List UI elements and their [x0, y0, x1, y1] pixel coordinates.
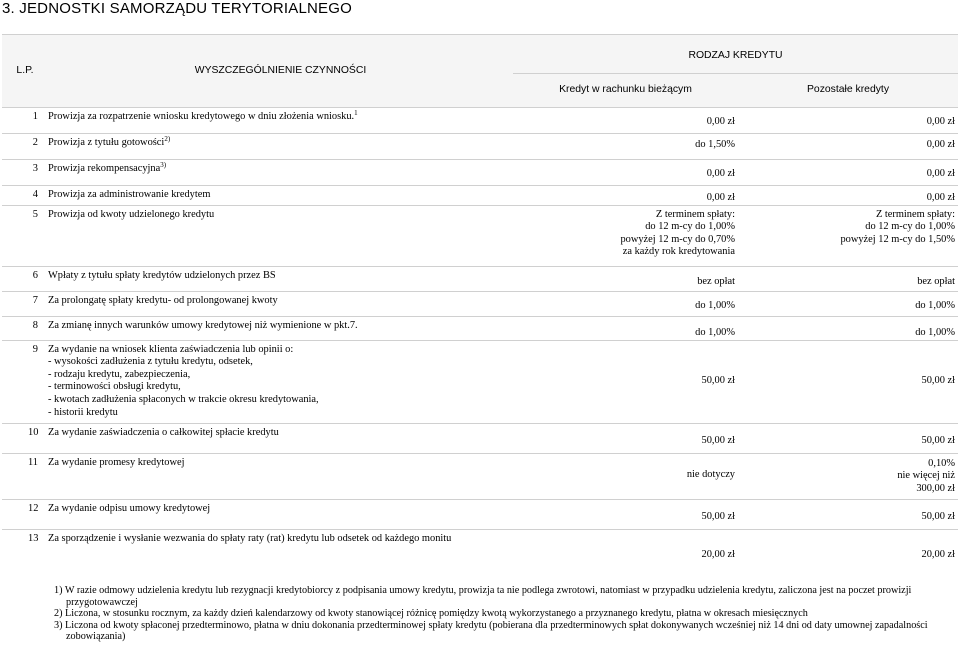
- row-description: [48, 340, 513, 423]
- value-line: powyżej 12 m-cy do 1,50%: [840, 233, 956, 245]
- row-number: 9: [2, 340, 48, 423]
- table-row: [2, 423, 958, 453]
- table-row: [2, 316, 958, 340]
- value-current-account: [513, 291, 738, 316]
- table-row: [2, 291, 958, 316]
- value-current-account: [513, 108, 738, 134]
- value-other-credits: [738, 499, 958, 529]
- row-description-text: Za wydanie na wniosek klienta zaświadczenia lub opinii o:: [48, 343, 294, 355]
- value-current-account: [513, 160, 738, 186]
- value-line: powyżej 12 m-cy do 0,70%: [620, 233, 735, 245]
- value-line: 0,00 zł: [926, 168, 956, 179]
- row-description-text: Za zmianę innych warunków umowy kredytowej niż wymienione w pkt.7.: [48, 319, 358, 331]
- table-row: [2, 266, 958, 291]
- value-current-account: [513, 266, 738, 291]
- value-other-credits: [738, 316, 958, 340]
- value-line: do 1,00%: [695, 326, 735, 338]
- value-line: 50,00 zł: [701, 510, 735, 522]
- value-line: do 12 m-cy do 1,00%: [645, 221, 735, 233]
- value-other-credits: [738, 453, 958, 499]
- fee-table: [2, 34, 958, 571]
- value-line: do 1,00%: [915, 326, 956, 338]
- value-line: 0,00 zł: [926, 192, 956, 203]
- value-line: 20,00 zł: [701, 548, 735, 560]
- value-current-account: [513, 340, 738, 423]
- row-number: 5: [2, 205, 48, 266]
- value-line: Z terminem spłaty:: [655, 208, 735, 220]
- row-description-text: Za sporządzenie i wysłanie wezwania do spłaty raty (rat) kredytu lub odsetek od każdego monitu: [48, 532, 452, 544]
- value-current-account: [513, 316, 738, 340]
- row-number: 4: [2, 186, 48, 206]
- value-line: 0,00 zł: [706, 168, 735, 179]
- row-description-text: Za prolongatę spłaty kredytu- od prolongowanej kwoty: [48, 294, 278, 306]
- value-line: 50,00 zł: [921, 374, 956, 386]
- header-description: WYSZCZEGÓLNIENIE CZYNNOŚCI: [48, 35, 513, 108]
- value-line: za każdy rok kredytowania: [622, 246, 735, 258]
- row-number: 1: [2, 108, 48, 134]
- section-title: 3. JEDNOSTKI SAMORZĄDU TERYTORIALNEGO: [2, 0, 352, 17]
- header-current-account: Kredyt w rachunku bieżącym: [513, 74, 738, 108]
- value-line: bez opłat: [697, 275, 735, 287]
- footnote-marker: 3): [160, 161, 167, 169]
- header-credit-kind: RODZAJ KREDYTU: [513, 35, 958, 74]
- value-current-account: [513, 529, 738, 571]
- row-description: [48, 316, 513, 340]
- row-description-text: Za wydanie odpisu umowy kredytowej: [48, 502, 211, 514]
- value-line: 50,00 zł: [921, 434, 956, 446]
- header-other-credits: Pozostałe kredyty: [738, 74, 958, 108]
- value-line: nie więcej niż: [897, 470, 956, 482]
- row-description: [48, 134, 513, 160]
- row-number: 13: [2, 529, 48, 571]
- row-description-text: Prowizja za rozpatrzenie wniosku kredytowego w dniu złożenia wniosku.: [48, 111, 355, 122]
- value-line: 50,00 zł: [921, 510, 956, 522]
- value-current-account: [513, 453, 738, 499]
- row-description-text: Prowizja od kwoty udzielonego kredytu: [48, 208, 215, 220]
- value-other-credits: [738, 266, 958, 291]
- table-row: [2, 453, 958, 499]
- footnote-1: 1) W razie odmowy udzielenia kredytu lub rezygnacji kredytobiorcy z podpisania umowy kredytu, prowizja ta nie podlega zwrotowi, natomiast w przypadku udzielenia kredytu, zaliczona jest na poczet prowizji przygotowawczej: [54, 585, 912, 608]
- value-line: nie dotyczy: [686, 468, 735, 480]
- value-line: 300,00 zł: [916, 482, 956, 494]
- value-line: do 1,00%: [695, 299, 735, 311]
- table-header-row: [2, 35, 958, 74]
- value-other-credits: [738, 108, 958, 134]
- table-row: [2, 499, 958, 529]
- row-description-text: Prowizja z tytułu gotowości: [48, 137, 165, 148]
- row-description: [48, 266, 513, 291]
- row-description: [48, 529, 513, 571]
- footnote-2: 2) Liczona, w stosunku rocznym, za każdy dzień kalendarzowy od kwoty stanowiącej różnicę pomiędzy kwotą wykorzystanego a przyznanego kredytu, płatna w okresach miesięcznych: [54, 608, 808, 619]
- row-description: [48, 423, 513, 453]
- row-number: 7: [2, 291, 48, 316]
- row-description: [48, 108, 513, 134]
- row-description: [48, 186, 513, 206]
- footnote-marker: 1: [354, 109, 358, 117]
- row-description: [48, 499, 513, 529]
- value-line: 0,00 zł: [926, 139, 956, 150]
- value-other-credits: [738, 423, 958, 453]
- row-number: 2: [2, 134, 48, 160]
- row-description-subitem: - rodzaju kredytu, zabezpieczenia,: [48, 368, 191, 380]
- row-description: [48, 160, 513, 186]
- row-description-subitem: - historii kredytu: [48, 406, 118, 418]
- table-row: [2, 186, 958, 206]
- row-description-text: Za wydanie promesy kredytowej: [48, 456, 185, 468]
- value-line: 0,00 zł: [926, 116, 956, 127]
- value-line: 50,00 zł: [701, 374, 735, 386]
- value-current-account: [513, 186, 738, 206]
- row-description-text: Prowizja rekompensacyjna: [48, 163, 161, 174]
- value-other-credits: [738, 291, 958, 316]
- value-line: do 1,00%: [915, 299, 956, 311]
- value-line: 20,00 zł: [921, 548, 956, 560]
- row-description-subitem: - kwotach zadłużenia spłaconych w trakcie okresu kredytowania,: [48, 393, 319, 405]
- row-number: 11: [2, 453, 48, 499]
- row-number: 3: [2, 160, 48, 186]
- footnote-3: 3) Liczona od kwoty spłaconej przedterminowo, płatna w dniu dokonania przedterminowej spłaty kredytu (pobierana dla przedterminowych spłat dokonywanych wcześniej niż 14 dni od daty umownej zapadalności zobowiązania): [54, 619, 928, 642]
- row-number: 12: [2, 499, 48, 529]
- value-line: 0,00 zł: [706, 116, 735, 127]
- header-lp: L.P.: [2, 35, 48, 108]
- row-description: [48, 291, 513, 316]
- value-current-account: [513, 205, 738, 266]
- row-description-text: Wpłaty z tytułu spłaty kredytów udzielonych przez BS: [48, 269, 276, 281]
- table-row: [2, 205, 958, 266]
- table-body: [2, 108, 958, 572]
- table-row: [2, 340, 958, 423]
- row-number: 10: [2, 423, 48, 453]
- value-line: 50,00 zł: [701, 434, 735, 446]
- table-row: [2, 160, 958, 186]
- value-other-credits: [738, 205, 958, 266]
- row-number: 8: [2, 316, 48, 340]
- value-line: 0,10%: [928, 457, 956, 469]
- value-line: do 1,50%: [695, 139, 735, 150]
- value-line: 0,00 zł: [706, 192, 735, 203]
- value-other-credits: [738, 186, 958, 206]
- row-description: [48, 205, 513, 266]
- row-description-text: Za wydanie zaświadczenia o całkowitej spłacie kredytu: [48, 426, 279, 438]
- value-other-credits: [738, 529, 958, 571]
- value-current-account: [513, 499, 738, 529]
- value-other-credits: [738, 134, 958, 160]
- table-row: [2, 108, 958, 134]
- table-row: [2, 134, 958, 160]
- value-current-account: [513, 134, 738, 160]
- row-description-text: Prowizja za administrowanie kredytem: [48, 189, 211, 200]
- table-row: [2, 529, 958, 571]
- value-current-account: [513, 423, 738, 453]
- footnotes: [54, 585, 958, 643]
- value-other-credits: [738, 340, 958, 423]
- value-line: do 12 m-cy do 1,00%: [865, 221, 956, 233]
- row-description-subitem: - terminowości obsługi kredytu,: [48, 381, 181, 393]
- value-other-credits: [738, 160, 958, 186]
- row-description-subitem: - wysokości zadłużenia z tytułu kredytu, odsetek,: [48, 356, 253, 368]
- row-number: 6: [2, 266, 48, 291]
- footnote-marker: 2): [164, 135, 171, 143]
- row-description: [48, 453, 513, 499]
- value-line: Z terminem spłaty:: [875, 208, 956, 220]
- value-line: bez opłat: [917, 275, 956, 287]
